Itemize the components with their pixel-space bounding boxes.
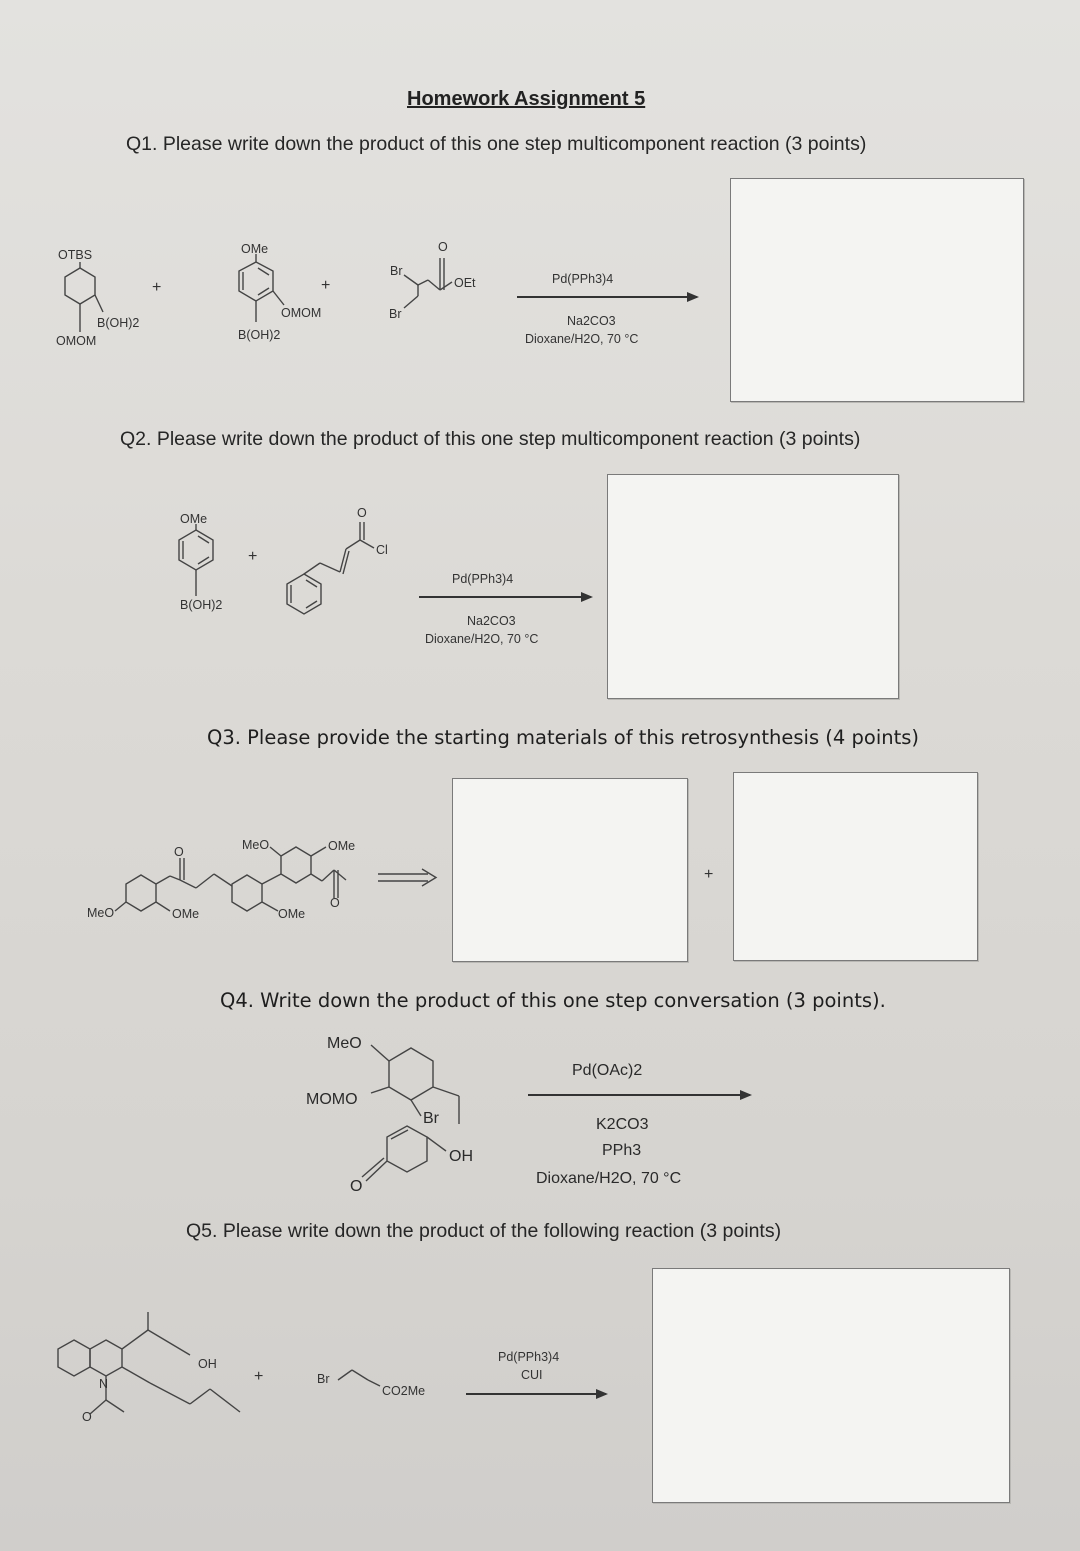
q5-answer-box[interactable] — [652, 1268, 1010, 1503]
q4-base: K2CO3 — [596, 1116, 649, 1133]
q2-r1-ome-label: OMe — [180, 512, 208, 526]
q5-cocatalyst: CUI — [521, 1368, 543, 1382]
q2-catalyst: Pd(PPh3)4 — [452, 572, 514, 586]
q3-o1-label: O — [174, 845, 184, 859]
q5-n-label: N — [99, 1377, 109, 1391]
q1-answer-box[interactable] — [730, 178, 1024, 402]
q4-ligand: PPh3 — [602, 1142, 642, 1159]
page-title: Homework Assignment 5 — [407, 88, 646, 110]
q1-plus-1: + — [152, 279, 162, 296]
q3-plus: + — [704, 866, 714, 883]
q1-r3-o-label: O — [438, 240, 448, 254]
q2-prompt: Q2. Please write down the product of this one step multicomponent reaction (3 points) — [120, 428, 861, 450]
q2-r2-o-label: O — [357, 506, 367, 520]
q1-r1-otbs-label: OTBS — [58, 248, 93, 262]
q3-ome1-label: OMe — [172, 907, 200, 921]
q1-conditions: Dioxane/H2O, 70 °C — [525, 332, 639, 346]
q2-r2-cl-label: Cl — [376, 543, 388, 557]
q2-conditions: Dioxane/H2O, 70 °C — [425, 632, 539, 646]
q1-r3-oet-label: OEt — [454, 276, 476, 290]
q1-r1-omom-label: OMOM — [56, 334, 97, 348]
q1-base: Na2CO3 — [567, 314, 616, 328]
q2-r1-boh2-label: B(OH)2 — [180, 598, 223, 612]
q3-prompt: Q3. Please provide the starting materials of this retrosynthesis (4 points) — [207, 726, 920, 749]
q4-catalyst: Pd(OAc)2 — [572, 1062, 643, 1079]
q1-r3-br1-label: Br — [390, 264, 403, 278]
q1-reaction-arrow — [517, 296, 697, 298]
q4-conditions: Dioxane/H2O, 70 °C — [536, 1170, 682, 1187]
q4-meo-label: MeO — [327, 1035, 362, 1052]
q2-reaction-arrow — [419, 596, 591, 598]
q4-reaction-arrow — [528, 1094, 750, 1096]
q1-prompt: Q1. Please write down the product of this one step multicomponent reaction (3 points) — [126, 133, 867, 155]
q3-meo-left-label: MeO — [87, 906, 115, 920]
q1-r3-br2-label: Br — [389, 307, 402, 321]
q5-o-label: O — [82, 1410, 92, 1424]
q4-o-label: O — [350, 1178, 363, 1195]
q4-br-label: Br — [423, 1110, 439, 1127]
q5-oh-label: OH — [198, 1357, 217, 1371]
q4-prompt: Q4. Write down the product of this one step conversation (3 points). — [220, 989, 886, 1012]
q3-answer-box-2[interactable] — [733, 772, 978, 961]
q2-plus: + — [248, 548, 258, 565]
q3-ome2-label: OMe — [278, 907, 306, 921]
q3-o2-label: O — [330, 896, 340, 910]
q2-base: Na2CO3 — [467, 614, 516, 628]
q1-r1-boh2-label: B(OH)2 — [97, 316, 140, 330]
q4-momo-label: MOMO — [306, 1091, 358, 1108]
q3-answer-box-1[interactable] — [452, 778, 688, 962]
q5-prompt: Q5. Please write down the product of the following reaction (3 points) — [186, 1220, 782, 1242]
q3-ome-top-label: OMe — [328, 839, 356, 853]
q1-catalyst: Pd(PPh3)4 — [552, 272, 614, 286]
q5-co2me-label: CO2Me — [382, 1384, 426, 1398]
q5-catalyst: Pd(PPh3)4 — [498, 1350, 560, 1364]
q1-r2-ome-label: OMe — [241, 242, 269, 256]
q3-meo-top-label: MeO — [242, 838, 270, 852]
q1-r2-omom-label: OMOM — [281, 306, 322, 320]
q1-r2-boh2-label: B(OH)2 — [238, 328, 281, 342]
q4-oh-label: OH — [449, 1148, 473, 1165]
q5-plus: + — [254, 1368, 264, 1385]
q5-reaction-arrow — [466, 1393, 606, 1395]
q2-answer-box[interactable] — [607, 474, 899, 699]
q5-br-label: Br — [317, 1372, 330, 1386]
q3-retrosynthesis-arrow — [378, 868, 440, 888]
q1-plus-2: + — [321, 277, 331, 294]
